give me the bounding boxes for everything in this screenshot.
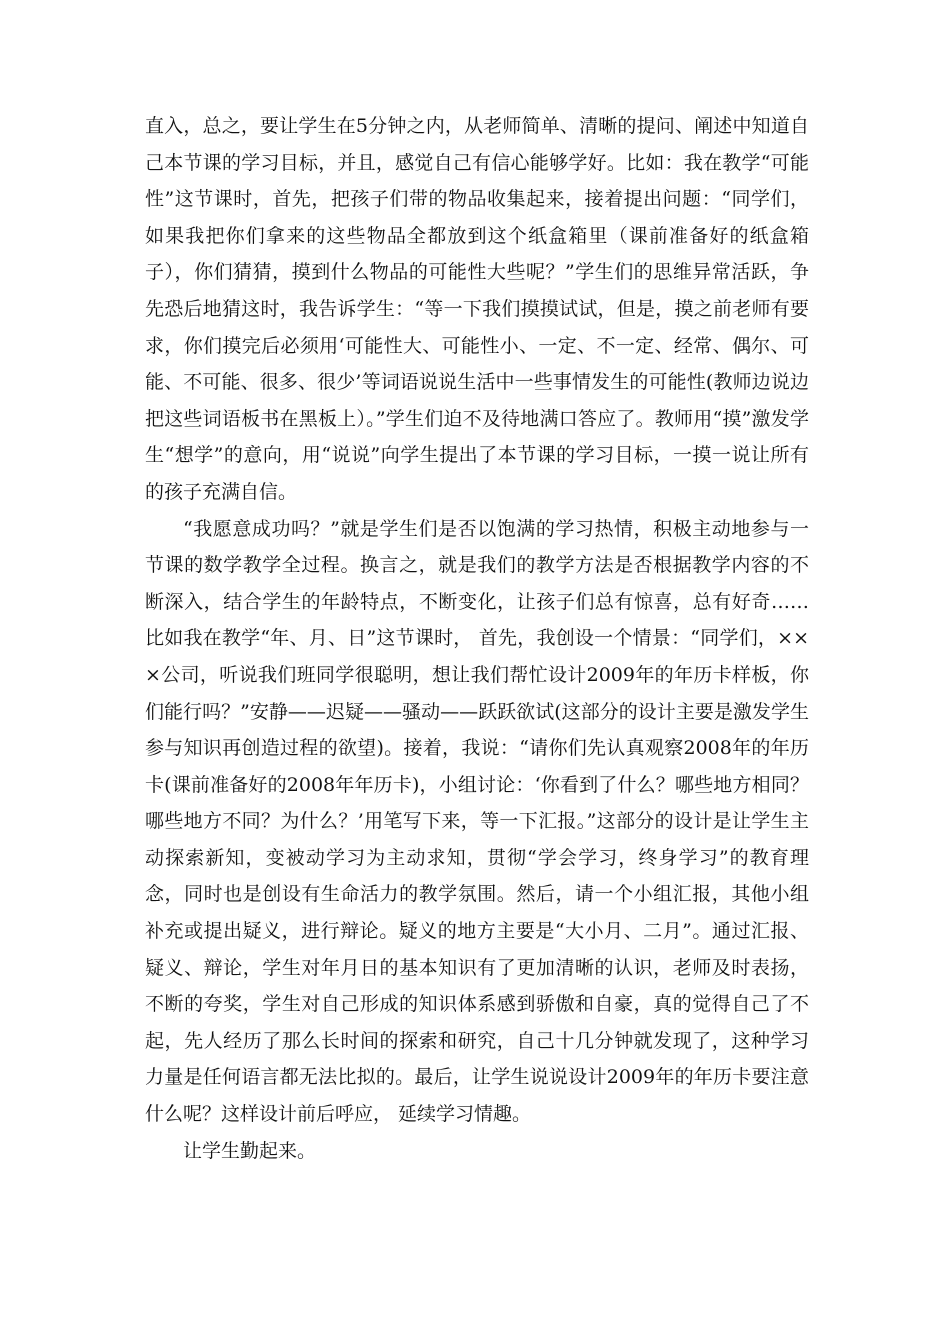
- document-body: [145, 108, 809, 1169]
- paragraph-continuation: 直入，总之，要让学生在5分钟之内，从老师简单、清晰的提问、阐述中知道自己本节课的学习目标，并且，感觉自己有信心能够学好。比如：我在教学“可能性”这节课时，首先，把孩子们带的物品收集起来，接着提出问题：“同学们，如果我把你们拿来的这些物品全都放到这个纸盒箱里（课前准备好的纸盒箱子），你们猜猜，摸到什么物品的可能性大些呢？”学生们的思维异常活跃，争先恐后地猜这时，我告诉学生：“等一下我们摸摸试试，但是，摸之前老师有要求，你们摸完后必须用‘可能性大、可能性小、一定、不一定、经常、偶尔、可能、不可能、很多、很少’等词语说说生活中一些事情发生的可能性(教师边说边把这些词语板书在黑板上）。”学生们迫不及待地满口答应了。教师用“摸”激发学生“想学”的意向，用“说说”向学生提出了本节课的学习目标，一摸一说让所有的孩子充满自信。: [145, 115, 809, 503]
- paragraph-heading-diligence: 让学生勤起来。: [183, 1139, 317, 1162]
- paragraph-success-willingness: “我愿意成功吗？”就是学生们是否以饱满的学习热情，积极主动地参与一节课的数学教学全过程。换言之，就是我们的教学方法是否根据教学内容的不断深入，结合学生的年龄特点，不断变化，让孩子们总有惊喜，总有好奇……比如我在教学“年、月、日”这节课时， 首先，我创设一个情景：“同学们，×××公司，听说我们班同学很聪明，想让我们帮忙设计2009年的年历卡样板，你们能行吗？”安静——迟疑——骚动——跃跃欲试(这部分的设计主要是激发学生参与知识再创造过程的欲望)。接着，我说：“请你们先认真观察2008年的年历卡(课前准备好的2008年年历卡)，小组讨论：‘你看到了什么？哪些地方相同？哪些地方不同？为什么？’用笔写下来，等一下汇报。”这部分的设计是让学生主动探索新知，变被动学习为主动求知，贯彻“学会学习，终身学习”的教育理念，同时也是创设有生命活力的教学氛围。然后，请一个小组汇报，其他小组补充或提出疑义，进行辩论。疑义的地方主要是“大小月、二月”。通过汇报、疑义、辩论，学生对年月日的基本知识有了更加清晰的认识，老师及时表扬，不断的夸奖，学生对自己形成的知识体系感到骄傲和自豪，真的觉得自己了不起，先人经历了那么长时间的探索和研究，自己十几分钟就发现了，这种学习力量是任何语言都无法比拟的。最后，让学生说说设计2009年的年历卡要注意什么呢？这样设计前后呼应， 延续学习情趣。: [145, 517, 809, 1126]
